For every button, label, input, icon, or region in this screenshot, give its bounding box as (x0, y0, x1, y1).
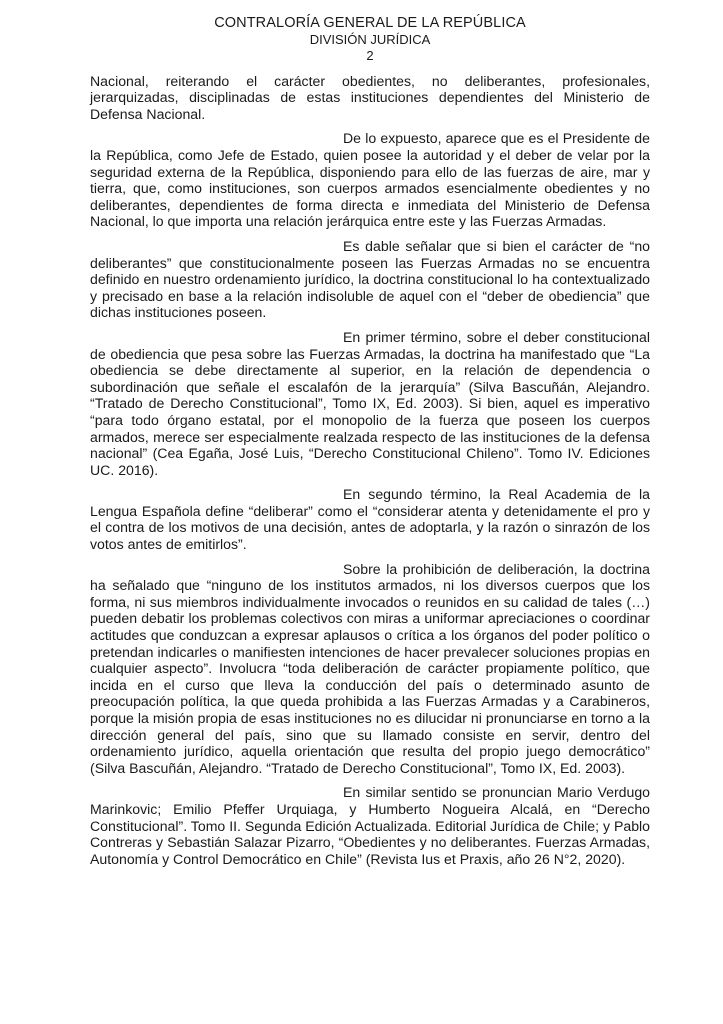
paragraph: De lo expuesto, aparece que es el Presidente de la República, como Jefe de Estado, quien posee la autoridad y el deber de velar por la seguridad externa de la República, disponiendo para ello de las fuerzas de aire, mar y tierra, que, como instituciones, son cuerpos armados esencialmente obedientes y no deliberantes, dependientes de forma directa e inmediata del Ministerio de Defensa Nacional, lo que importa una relación jerárquica entre este y las Fuerzas Armadas. (90, 130, 650, 230)
division-title: DIVISIÓN JURÍDICA (309, 32, 431, 48)
paragraph: En primer término, sobre el deber constitucional de obediencia que pesa sobre las Fuerzas Armadas, la doctrina ha manifestado que “La obediencia se debe directamente al superior, en la relación de dependencia o subordinación que señale el escalafón de la jerarquía” (Silva Bascuñán, Alejandro. “Tratado de Derecho Constitucional”, Tomo IX, Ed. 2003). Si bien, aquel es imperativo “para todo órgano estatal, por el monopolio de la fuerza que poseen los cuerpos armados, merece ser especialmente realzada respecto de las instituciones de la defensa nacional” (Cea Egaña, José Luis, “Derecho Constitucional Chileno”. Tomo IV. Ediciones UC. 2016). (90, 328, 650, 478)
institution-title: CONTRALORÍA GENERAL DE LA REPÚBLICA (214, 15, 526, 31)
paragraph: En segundo término, la Real Academia de la Lengua Española define “deliberar” como el “considerar atenta y detenidamente el pro y el contra de los motivos de una decisión, antes de adoptarla, y la razón o sinrazón de los votos antes de emitirlos”. (90, 486, 650, 553)
paragraph: Sobre la prohibición de deliberación, la doctrina ha señalado que “ninguno de los institutos armados, ni los diversos cuerpos que los forma, ni sus miembros individualmente invocados o reunidos en su calidad de tales (…) pueden debatir los problemas colectivos con miras a uniformar apreciaciones o coordinar actitudes que conduzcan a expresar aplausos o crítica a los órganos del poder político o pretendan indicarles o manifiesten intenciones de hacer prevalecer soluciones propias en cualquier aspecto”. Involucra “toda deliberación de carácter propiamente político, que incida en el curso que lleva la conducción del país o determinado asunto de preocupación política, la que queda prohibida a las Fuerzas Armadas y a Carabineros, porque la misión propia de esas instituciones no es dilucidar ni pronunciarse en torno a la dirección general del país, sino que su llamado consiste en servir, dentro del ordenamiento jurídico, aquella orientación que resulta del propio juego democrático” (Silva Bascuñán, Alejandro. “Tratado de Derecho Constitucional”, Tomo IX, Ed. 2003). (90, 560, 650, 776)
paragraph: Es dable señalar que si bien el carácter de “no deliberantes” que constitucionalmente poseen las Fuerzas Armadas no se encuentra definido en nuestro ordenamiento jurídico, la doctrina constitucional lo ha contextualizado y precisado en base a la relación indisoluble de aquel con el “deber de obediencia” que dichas instituciones poseen. (90, 237, 650, 321)
document-body (90, 73, 650, 868)
paragraph: En similar sentido se pronuncian Mario Verdugo Marinkovic; Emilio Pfeffer Urquiaga, y Humberto Nogueira Alcalá, en “Derecho Constitucional”. Tomo II. Segunda Edición Actualizada. Editorial Jurídica de Chile; y Pablo Contreras y Sebastián Salazar Pizarro, “Obedientes y no deliberantes. Fuerzas Armadas, Autonomía y Control Democrático en Chile” (Revista Ius et Praxis, año 26 N°2, 2020). (90, 784, 650, 867)
paragraph-continuation: Nacional, reiterando el carácter obedientes, no deliberantes, profesionales, jerarquizadas, disciplinadas de estas instituciones dependientes del Ministerio de Defensa Nacional. (90, 72, 650, 122)
page-header (90, 14, 650, 65)
page-number: 2 (366, 48, 374, 64)
